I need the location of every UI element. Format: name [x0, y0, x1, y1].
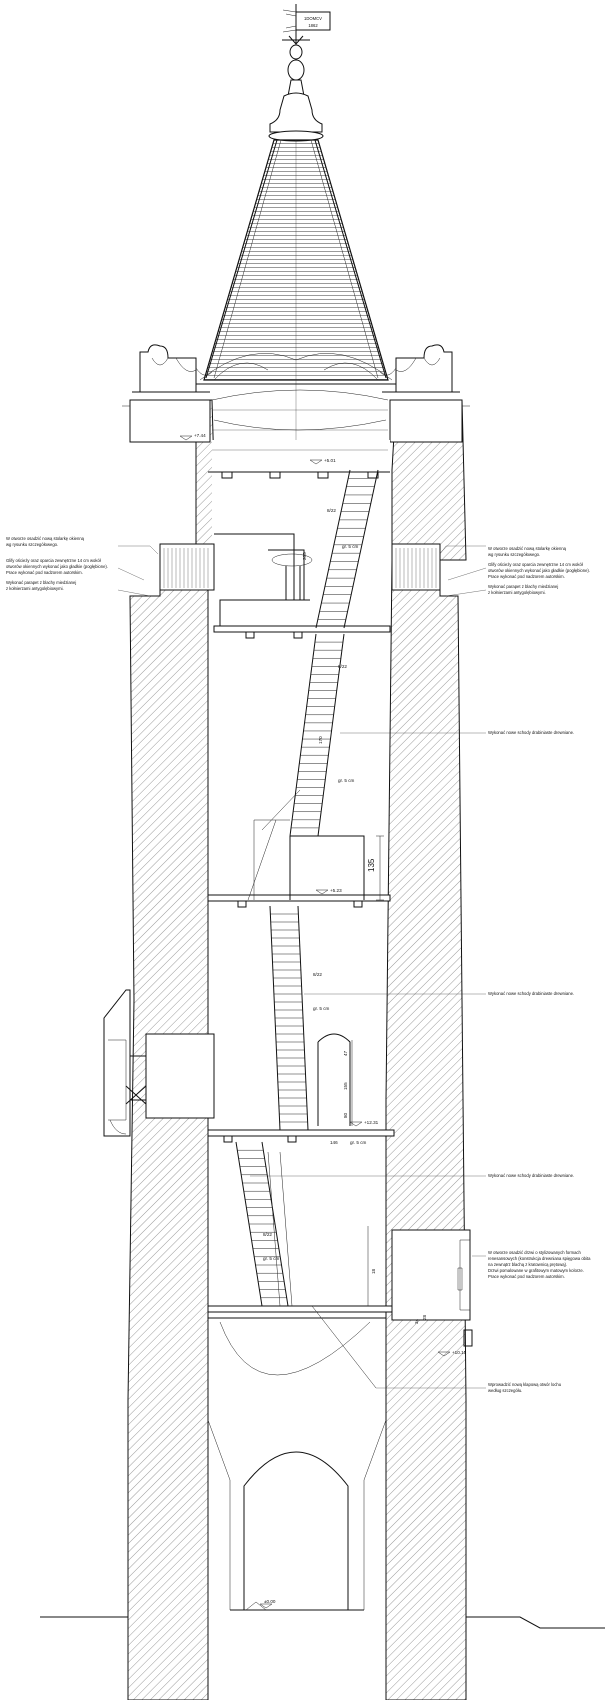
dim-135: 135: [367, 858, 376, 872]
note-stairs-2: Wykonać nowe schody drabiniaste drewniane.: [488, 991, 575, 996]
stair-rungs: [237, 478, 376, 1297]
dim-stair1-step: 8/22: [327, 508, 336, 513]
svg-text:W otworze osadzić nową stolark: W otworze osadzić nową stolarkę okienną: [6, 536, 84, 541]
svg-text:Drzwi pomalowane w grafitowym: Drzwi pomalowane w grafitowym matowym kolorze.: [488, 1268, 584, 1273]
landings-railings: [248, 790, 364, 1306]
dim-stair4-step: 8/22: [263, 1232, 272, 1237]
level-upper: +5.01: [324, 458, 336, 463]
svg-text:Wykonać parapet z blachy miedz: Wykonać parapet z blachy miedzianej: [488, 584, 559, 589]
dim-stair2-gr: gr. 5 cm: [338, 778, 355, 783]
svg-text:Glify ościeży oraz oparcia zew: Glify ościeży oraz oparcia zewnętrzne 14 cm wokół: [6, 558, 101, 563]
dim-stair3-gr: gr. 5 cm: [313, 1006, 330, 1011]
dim-146: 146: [330, 1140, 338, 1145]
svg-text:Prace wykonać pod nadzorem aut: Prace wykonać pod nadzorem autorskim.: [488, 574, 565, 579]
stair-flight-2: [290, 634, 344, 836]
dim-80: 80: [343, 1112, 348, 1118]
dim-155: 155: [343, 1082, 348, 1090]
svg-text:Wprowadzić nową klapową otwór: Wprowadzić nową klapową otwór lochu: [488, 1382, 562, 1387]
svg-text:z kołnierzami antygolębiowymi.: z kołnierzami antygolębiowymi.: [488, 590, 546, 595]
note-left-2: [6, 558, 108, 575]
svg-text:W otworze osadzić nową stolark: W otworze osadzić nową stolarkę okienną: [488, 546, 566, 551]
note-stairs-3: Wykonać nowe schody drabiniaste drewniane.: [488, 1173, 575, 1178]
dim-stair1-h: 205: [302, 552, 307, 560]
dim-47: 47: [343, 1050, 348, 1056]
svg-text:Wykonać parapet z blachy miedz: Wykonać parapet z blachy miedzianej: [6, 580, 77, 585]
lantern: [269, 93, 323, 141]
svg-text:Prace wykonać pod nadzorem aut: Prace wykonać pod nadzorem autorskim.: [488, 1274, 565, 1279]
note-hatch: [488, 1382, 562, 1393]
svg-text:według szczegółu.: według szczegółu.: [488, 1388, 523, 1393]
note-left-1: [6, 536, 85, 547]
floor-slabs: [208, 626, 398, 1312]
svg-text:wg rysunku szczegółowego.: wg rysunku szczegółowego.: [6, 542, 59, 547]
level-top: +7.44: [194, 433, 206, 438]
dim-18: 18: [371, 1268, 376, 1274]
level-ground: ±0.00: [264, 1599, 276, 1604]
svg-text:W otworze osadzić drzwi o styl: W otworze osadzić drzwi o stylizowanych formach: [488, 1250, 581, 1255]
note-door: [488, 1250, 591, 1279]
svg-text:na zewnątrz blachą z kratownic: na zewnątrz blachą z kratownicą prętową).: [488, 1262, 568, 1267]
level-lower: +12.31: [364, 1120, 379, 1125]
note-right-1: [488, 546, 567, 557]
right-pinnacle: [380, 345, 460, 392]
vane-text-1: 1DOMCV: [304, 16, 322, 21]
dim-stair2-h: 170: [318, 736, 323, 744]
weather-vane: [282, 4, 330, 96]
note-stairs-1: Wykonać nowe schody drabiniaste drewniane.: [488, 730, 575, 735]
left-pinnacle: [132, 345, 212, 392]
dim-stair2-step: 8/22: [338, 664, 347, 669]
dim-34: 34: [414, 1318, 419, 1324]
note-right-3: [488, 584, 558, 595]
note-right-2: [488, 562, 590, 579]
dim-28: 28: [422, 1314, 427, 1320]
note-left-3: [6, 580, 76, 591]
level-middle: +5.23: [330, 888, 342, 893]
svg-text:renesansowych (konstrukcja dre: renesansowych (konstrukcja drewniana spięgowa obita: [488, 1256, 591, 1261]
svg-text:Prace wykonać pod nadzorem aut: Prace wykonać pod nadzorem autorskim.: [6, 570, 83, 575]
dim-stair3-step: 8/22: [313, 972, 322, 977]
dim-stair4-gr2: gr. 5 cm: [350, 1140, 367, 1145]
vane-text-2: 1862: [308, 23, 318, 28]
dim-stair1-gr: gr. 5 cm: [342, 544, 359, 549]
lower-vault: [208, 1318, 386, 1610]
svg-text:z kołnierzami antygolębiowymi.: z kołnierzami antygolębiowymi.: [6, 586, 64, 591]
dim-stair4-gr: gr. 5 cm: [263, 1256, 280, 1261]
ground-line: [40, 1617, 605, 1628]
svg-text:Glify ościeży oraz oparcia zew: Glify ościeży oraz oparcia zewnętrzne 14 cm wokół: [488, 562, 583, 567]
svg-text:wg rysunku szczegółowego.: wg rysunku szczegółowego.: [488, 552, 541, 557]
spire-roof: [196, 140, 396, 440]
svg-text:otworów okiennych wykonać jako: otworów okiennych wykonać jako gładkie (pogłębione).: [488, 568, 590, 573]
level-base: +10.15: [452, 1350, 467, 1355]
svg-text:otworów okiennych wykonać jako: otworów okiennych wykonać jako gładkie (pogłębione).: [6, 564, 108, 569]
